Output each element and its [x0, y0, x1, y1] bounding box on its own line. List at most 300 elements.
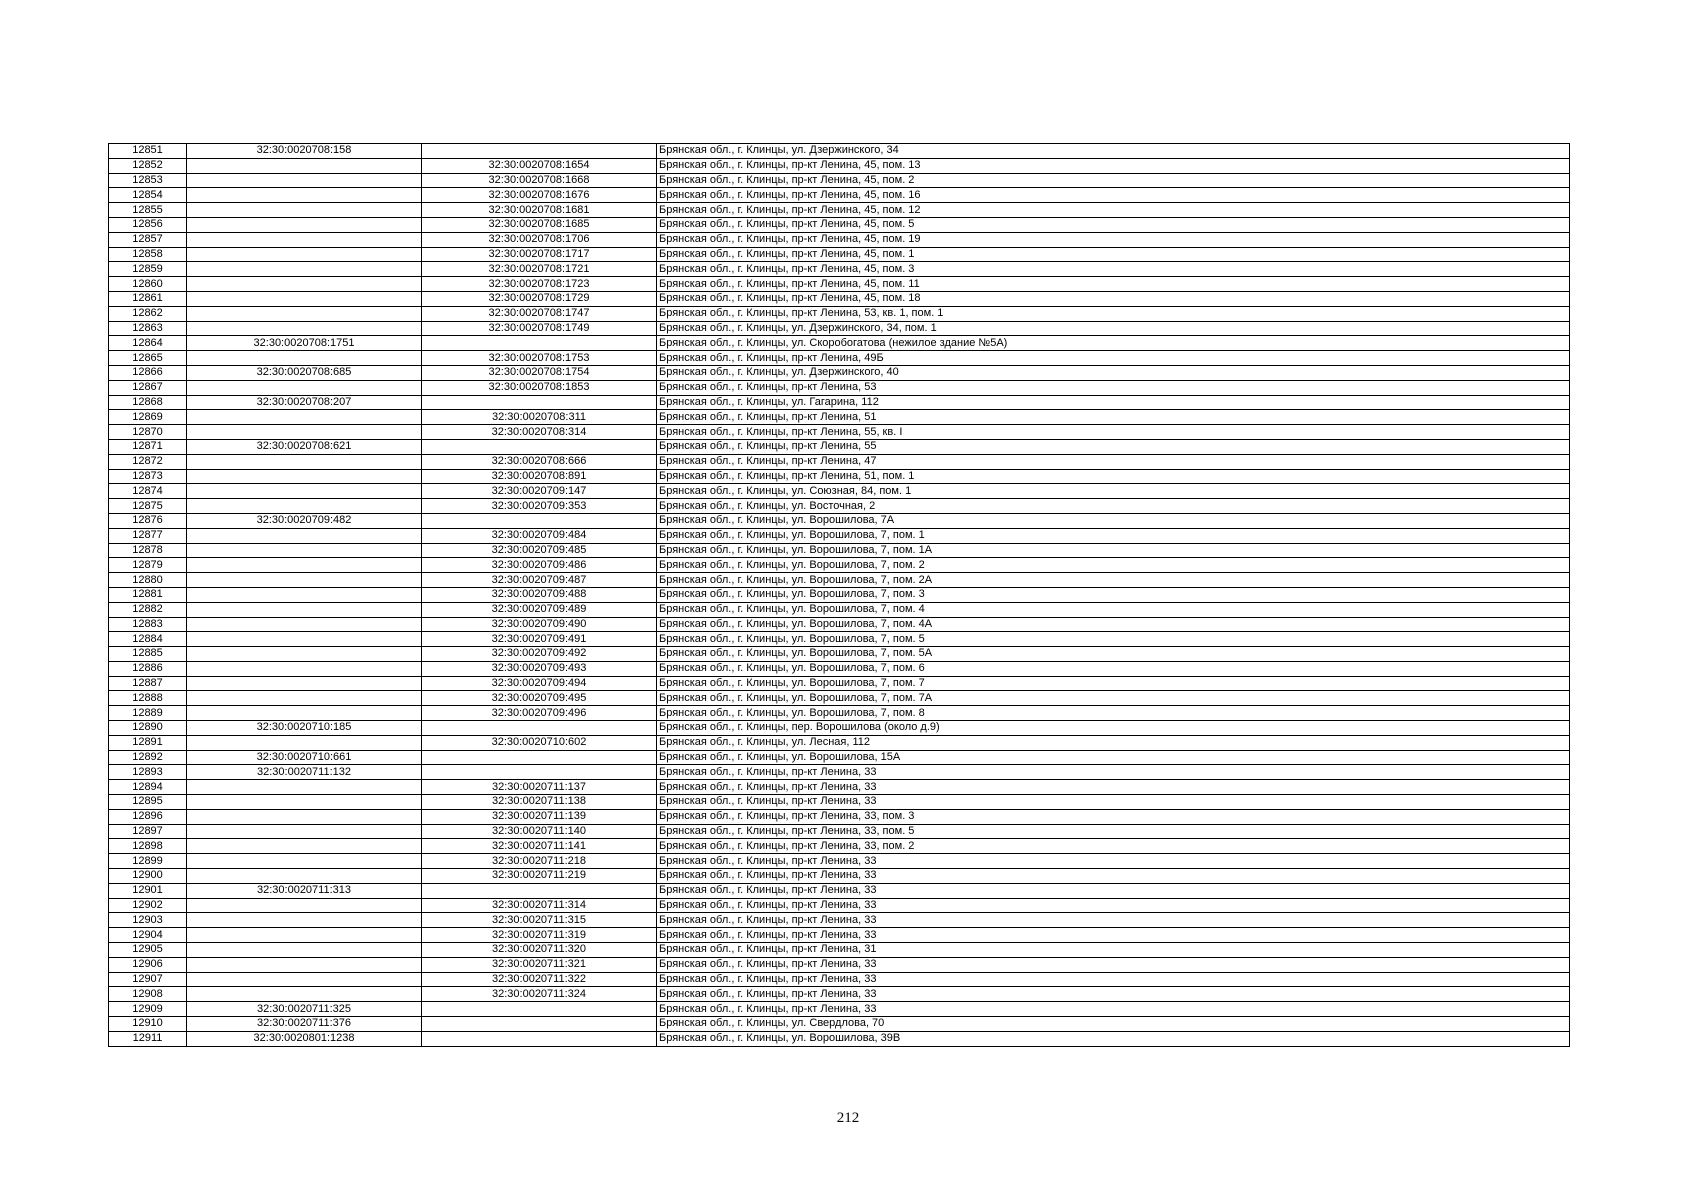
- table-row: [109, 336, 1570, 351]
- land-cadastral-number-cell: [187, 484, 422, 499]
- row-number-cell: 12885: [109, 647, 187, 662]
- table-row: [109, 928, 1570, 943]
- land-cadastral-number-cell: [187, 647, 422, 662]
- building-cadastral-number-cell: 32:30:0020708:666: [422, 454, 657, 469]
- land-cadastral-number-cell: [187, 602, 422, 617]
- land-cadastral-number-cell: [187, 203, 422, 218]
- page-number: 212: [836, 1110, 860, 1126]
- address-cell: Брянская обл., г. Клинцы, пр-кт Ленина, 33: [657, 854, 1570, 869]
- table-row: [109, 454, 1570, 469]
- building-cadastral-number-cell: 32:30:0020711:218: [422, 854, 657, 869]
- land-cadastral-number-cell: [187, 454, 422, 469]
- row-number-cell: 12897: [109, 824, 187, 839]
- row-number-cell: 12902: [109, 898, 187, 913]
- building-cadastral-number-cell: 32:30:0020711:322: [422, 972, 657, 987]
- row-number-cell: 12876: [109, 513, 187, 528]
- address-cell: Брянская обл., г. Клинцы, пр-кт Ленина, 53, кв. 1, пом. 1: [657, 306, 1570, 321]
- table-row: [109, 365, 1570, 380]
- row-number-cell: 12904: [109, 928, 187, 943]
- address-cell: Брянская обл., г. Клинцы, пр-кт Ленина, 45, пом. 13: [657, 158, 1570, 173]
- land-cadastral-number-cell: [187, 469, 422, 484]
- address-cell: Брянская обл., г. Клинцы, ул. Союзная, 84, пом. 1: [657, 484, 1570, 499]
- row-number-cell: 12869: [109, 410, 187, 425]
- address-cell: Брянская обл., г. Клинцы, ул. Гагарина, 112: [657, 395, 1570, 410]
- address-cell: Брянская обл., г. Клинцы, пр-кт Ленина, 33: [657, 795, 1570, 810]
- land-cadastral-number-cell: [187, 291, 422, 306]
- table-row: [109, 513, 1570, 528]
- row-number-cell: 12877: [109, 528, 187, 543]
- row-number-cell: 12888: [109, 691, 187, 706]
- building-cadastral-number-cell: 32:30:0020711:321: [422, 957, 657, 972]
- table-row: [109, 706, 1570, 721]
- address-cell: Брянская обл., г. Клинцы, пр-кт Ленина, 33: [657, 869, 1570, 884]
- land-cadastral-number-cell: [187, 943, 422, 958]
- table-row: [109, 839, 1570, 854]
- address-cell: Брянская обл., г. Клинцы, ул. Лесная, 112: [657, 735, 1570, 750]
- row-number-cell: 12871: [109, 439, 187, 454]
- land-cadastral-number-cell: [187, 632, 422, 647]
- table-row: [109, 869, 1570, 884]
- building-cadastral-number-cell: [422, 721, 657, 736]
- address-cell: Брянская обл., г. Клинцы, пр-кт Ленина, 33: [657, 1002, 1570, 1017]
- table-row: [109, 203, 1570, 218]
- address-cell: Брянская обл., г. Клинцы, ул. Ворошилова, 7, пом. 7: [657, 676, 1570, 691]
- land-cadastral-number-cell: [187, 573, 422, 588]
- table-row: [109, 217, 1570, 232]
- row-number-cell: 12894: [109, 780, 187, 795]
- building-cadastral-number-cell: [422, 144, 657, 159]
- land-cadastral-number-cell: [187, 735, 422, 750]
- building-cadastral-number-cell: 32:30:0020711:137: [422, 780, 657, 795]
- registry-table-body: [109, 144, 1570, 1047]
- land-cadastral-number-cell: [187, 898, 422, 913]
- building-cadastral-number-cell: 32:30:0020709:494: [422, 676, 657, 691]
- address-cell: Брянская обл., г. Клинцы, ул. Ворошилова, 7, пом. 7А: [657, 691, 1570, 706]
- land-cadastral-number-cell: [187, 928, 422, 943]
- address-cell: Брянская обл., г. Клинцы, ул. Ворошилова, 7, пом. 3: [657, 587, 1570, 602]
- address-cell: Брянская обл., г. Клинцы, пр-кт Ленина, 51, пом. 1: [657, 469, 1570, 484]
- table-row: [109, 188, 1570, 203]
- table-row: [109, 144, 1570, 159]
- land-cadastral-number-cell: [187, 217, 422, 232]
- building-cadastral-number-cell: 32:30:0020711:141: [422, 839, 657, 854]
- table-row: [109, 277, 1570, 292]
- building-cadastral-number-cell: 32:30:0020711:324: [422, 987, 657, 1002]
- table-row: [109, 780, 1570, 795]
- table-row: [109, 824, 1570, 839]
- table-row: [109, 262, 1570, 277]
- row-number-cell: 12886: [109, 661, 187, 676]
- row-number-cell: 12909: [109, 1002, 187, 1017]
- row-number-cell: 12895: [109, 795, 187, 810]
- row-number-cell: 12870: [109, 425, 187, 440]
- building-cadastral-number-cell: 32:30:0020708:1753: [422, 351, 657, 366]
- building-cadastral-number-cell: 32:30:0020708:1685: [422, 217, 657, 232]
- row-number-cell: 12867: [109, 380, 187, 395]
- building-cadastral-number-cell: 32:30:0020708:314: [422, 425, 657, 440]
- land-cadastral-number-cell: 32:30:0020711:376: [187, 1017, 422, 1032]
- row-number-cell: 12891: [109, 735, 187, 750]
- address-cell: Брянская обл., г. Клинцы, ул. Ворошилова, 7, пом. 5А: [657, 647, 1570, 662]
- land-cadastral-number-cell: [187, 661, 422, 676]
- building-cadastral-number-cell: [422, 1017, 657, 1032]
- row-number-cell: 12864: [109, 336, 187, 351]
- row-number-cell: 12875: [109, 499, 187, 514]
- table-row: [109, 247, 1570, 262]
- table-row: [109, 1017, 1570, 1032]
- address-cell: Брянская обл., г. Клинцы, ул. Ворошилова, 7А: [657, 513, 1570, 528]
- building-cadastral-number-cell: 32:30:0020708:1654: [422, 158, 657, 173]
- row-number-cell: 12878: [109, 543, 187, 558]
- address-cell: Брянская обл., г. Клинцы, ул. Скоробогатова (нежилое здание №5А): [657, 336, 1570, 351]
- address-cell: Брянская обл., г. Клинцы, ул. Ворошилова, 39В: [657, 1031, 1570, 1046]
- row-number-cell: 12883: [109, 617, 187, 632]
- table-row: [109, 676, 1570, 691]
- building-cadastral-number-cell: 32:30:0020708:1668: [422, 173, 657, 188]
- building-cadastral-number-cell: 32:30:0020711:314: [422, 898, 657, 913]
- land-cadastral-number-cell: 32:30:0020711:325: [187, 1002, 422, 1017]
- table-row: [109, 558, 1570, 573]
- row-number-cell: 12907: [109, 972, 187, 987]
- building-cadastral-number-cell: 32:30:0020709:485: [422, 543, 657, 558]
- land-cadastral-number-cell: [187, 691, 422, 706]
- table-row: [109, 306, 1570, 321]
- table-row: [109, 291, 1570, 306]
- table-row: [109, 735, 1570, 750]
- land-cadastral-number-cell: 32:30:0020710:185: [187, 721, 422, 736]
- table-row: [109, 528, 1570, 543]
- table-row: [109, 410, 1570, 425]
- building-cadastral-number-cell: 32:30:0020709:147: [422, 484, 657, 499]
- land-cadastral-number-cell: [187, 913, 422, 928]
- row-number-cell: 12899: [109, 854, 187, 869]
- row-number-cell: 12906: [109, 957, 187, 972]
- row-number-cell: 12862: [109, 306, 187, 321]
- row-number-cell: 12866: [109, 365, 187, 380]
- row-number-cell: 12890: [109, 721, 187, 736]
- row-number-cell: 12858: [109, 247, 187, 262]
- building-cadastral-number-cell: [422, 1031, 657, 1046]
- table-row: [109, 1031, 1570, 1046]
- building-cadastral-number-cell: 32:30:0020708:1729: [422, 291, 657, 306]
- building-cadastral-number-cell: 32:30:0020711:139: [422, 809, 657, 824]
- land-cadastral-number-cell: [187, 809, 422, 824]
- address-cell: Брянская обл., г. Клинцы, пр-кт Ленина, 45, пом. 19: [657, 232, 1570, 247]
- row-number-cell: 12887: [109, 676, 187, 691]
- building-cadastral-number-cell: [422, 439, 657, 454]
- land-cadastral-number-cell: [187, 158, 422, 173]
- row-number-cell: 12854: [109, 188, 187, 203]
- table-row: [109, 351, 1570, 366]
- building-cadastral-number-cell: [422, 513, 657, 528]
- building-cadastral-number-cell: [422, 395, 657, 410]
- table-row: [109, 750, 1570, 765]
- address-cell: Брянская обл., г. Клинцы, пр-кт Ленина, 45, пом. 2: [657, 173, 1570, 188]
- table-row: [109, 795, 1570, 810]
- table-row: [109, 943, 1570, 958]
- building-cadastral-number-cell: 32:30:0020711:320: [422, 943, 657, 958]
- building-cadastral-number-cell: 32:30:0020709:486: [422, 558, 657, 573]
- land-cadastral-number-cell: 32:30:0020711:132: [187, 765, 422, 780]
- row-number-cell: 12872: [109, 454, 187, 469]
- address-cell: Брянская обл., г. Клинцы, ул. Ворошилова, 7, пом. 2: [657, 558, 1570, 573]
- land-cadastral-number-cell: [187, 676, 422, 691]
- address-cell: Брянская обл., г. Клинцы, пр-кт Ленина, 33, пом. 5: [657, 824, 1570, 839]
- land-cadastral-number-cell: [187, 499, 422, 514]
- land-cadastral-number-cell: 32:30:0020710:661: [187, 750, 422, 765]
- land-cadastral-number-cell: [187, 617, 422, 632]
- row-number-cell: 12857: [109, 232, 187, 247]
- row-number-cell: 12880: [109, 573, 187, 588]
- land-cadastral-number-cell: 32:30:0020801:1238: [187, 1031, 422, 1046]
- row-number-cell: 12892: [109, 750, 187, 765]
- land-cadastral-number-cell: 32:30:0020708:1751: [187, 336, 422, 351]
- table-row: [109, 484, 1570, 499]
- address-cell: Брянская обл., г. Клинцы, пр-кт Ленина, 33: [657, 928, 1570, 943]
- land-cadastral-number-cell: [187, 543, 422, 558]
- address-cell: Брянская обл., г. Клинцы, ул. Дзержинского, 40: [657, 365, 1570, 380]
- table-row: [109, 499, 1570, 514]
- row-number-cell: 12856: [109, 217, 187, 232]
- address-cell: Брянская обл., г. Клинцы, ул. Ворошилова, 7, пом. 6: [657, 661, 1570, 676]
- table-row: [109, 721, 1570, 736]
- land-cadastral-number-cell: [187, 780, 422, 795]
- row-number-cell: 12900: [109, 869, 187, 884]
- table-row: [109, 395, 1570, 410]
- building-cadastral-number-cell: 32:30:0020709:495: [422, 691, 657, 706]
- row-number-cell: 12868: [109, 395, 187, 410]
- land-cadastral-number-cell: [187, 232, 422, 247]
- land-cadastral-number-cell: 32:30:0020708:207: [187, 395, 422, 410]
- address-cell: Брянская обл., г. Клинцы, пр-кт Ленина, 49Б: [657, 351, 1570, 366]
- land-cadastral-number-cell: [187, 188, 422, 203]
- land-cadastral-number-cell: [187, 839, 422, 854]
- table-row: [109, 957, 1570, 972]
- table-row: [109, 232, 1570, 247]
- address-cell: Брянская обл., г. Клинцы, пр-кт Ленина, 53: [657, 380, 1570, 395]
- building-cadastral-number-cell: 32:30:0020709:496: [422, 706, 657, 721]
- land-cadastral-number-cell: [187, 795, 422, 810]
- building-cadastral-number-cell: 32:30:0020708:1749: [422, 321, 657, 336]
- building-cadastral-number-cell: [422, 1002, 657, 1017]
- row-number-cell: 12881: [109, 587, 187, 602]
- table-row: [109, 1002, 1570, 1017]
- address-cell: Брянская обл., г. Клинцы, ул. Ворошилова, 7, пом. 1: [657, 528, 1570, 543]
- table-row: [109, 573, 1570, 588]
- table-row: [109, 987, 1570, 1002]
- address-cell: Брянская обл., г. Клинцы, ул. Ворошилова, 7, пом. 4: [657, 602, 1570, 617]
- land-cadastral-number-cell: 32:30:0020711:313: [187, 883, 422, 898]
- building-cadastral-number-cell: 32:30:0020708:1721: [422, 262, 657, 277]
- land-cadastral-number-cell: [187, 957, 422, 972]
- table-row: [109, 158, 1570, 173]
- land-cadastral-number-cell: [187, 321, 422, 336]
- row-number-cell: 12851: [109, 144, 187, 159]
- row-number-cell: 12874: [109, 484, 187, 499]
- address-cell: Брянская обл., г. Клинцы, пр-кт Ленина, 33: [657, 898, 1570, 913]
- table-row: [109, 647, 1570, 662]
- row-number-cell: 12859: [109, 262, 187, 277]
- building-cadastral-number-cell: 32:30:0020709:487: [422, 573, 657, 588]
- land-cadastral-number-cell: [187, 306, 422, 321]
- land-cadastral-number-cell: 32:30:0020708:621: [187, 439, 422, 454]
- address-cell: Брянская обл., г. Клинцы, пр-кт Ленина, 51: [657, 410, 1570, 425]
- row-number-cell: 12860: [109, 277, 187, 292]
- address-cell: Брянская обл., г. Клинцы, пр-кт Ленина, 33: [657, 987, 1570, 1002]
- address-cell: Брянская обл., г. Клинцы, пр-кт Ленина, 45, пом. 3: [657, 262, 1570, 277]
- address-cell: Брянская обл., г. Клинцы, пр-кт Ленина, 45, пом. 1: [657, 247, 1570, 262]
- building-cadastral-number-cell: 32:30:0020709:488: [422, 587, 657, 602]
- address-cell: Брянская обл., г. Клинцы, пр-кт Ленина, 33: [657, 883, 1570, 898]
- table-row: [109, 661, 1570, 676]
- address-cell: Брянская обл., г. Клинцы, ул. Ворошилова, 7, пом. 1А: [657, 543, 1570, 558]
- building-cadastral-number-cell: 32:30:0020711:319: [422, 928, 657, 943]
- building-cadastral-number-cell: 32:30:0020709:490: [422, 617, 657, 632]
- row-number-cell: 12852: [109, 158, 187, 173]
- building-cadastral-number-cell: 32:30:0020708:1853: [422, 380, 657, 395]
- table-row: [109, 883, 1570, 898]
- address-cell: Брянская обл., г. Клинцы, пр-кт Ленина, 31: [657, 943, 1570, 958]
- building-cadastral-number-cell: 32:30:0020708:1706: [422, 232, 657, 247]
- building-cadastral-number-cell: [422, 883, 657, 898]
- address-cell: Брянская обл., г. Клинцы, ул. Ворошилова, 7, пом. 5: [657, 632, 1570, 647]
- table-row: [109, 765, 1570, 780]
- address-cell: Брянская обл., г. Клинцы, пр-кт Ленина, 45, пом. 18: [657, 291, 1570, 306]
- row-number-cell: 12911: [109, 1031, 187, 1046]
- address-cell: Брянская обл., г. Клинцы, пр-кт Ленина, 33: [657, 913, 1570, 928]
- building-cadastral-number-cell: [422, 750, 657, 765]
- table-row: [109, 898, 1570, 913]
- land-cadastral-number-cell: [187, 247, 422, 262]
- table-row: [109, 587, 1570, 602]
- building-cadastral-number-cell: 32:30:0020709:491: [422, 632, 657, 647]
- building-cadastral-number-cell: [422, 765, 657, 780]
- land-cadastral-number-cell: [187, 869, 422, 884]
- building-cadastral-number-cell: 32:30:0020711:138: [422, 795, 657, 810]
- address-cell: Брянская обл., г. Клинцы, пр-кт Ленина, 55, кв. I: [657, 425, 1570, 440]
- address-cell: Брянская обл., г. Клинцы, пр-кт Ленина, 45, пом. 11: [657, 277, 1570, 292]
- building-cadastral-number-cell: 32:30:0020710:602: [422, 735, 657, 750]
- building-cadastral-number-cell: 32:30:0020708:1681: [422, 203, 657, 218]
- table-row: [109, 173, 1570, 188]
- address-cell: Брянская обл., г. Клинцы, пр-кт Ленина, 45, пом. 16: [657, 188, 1570, 203]
- land-cadastral-number-cell: [187, 587, 422, 602]
- land-cadastral-number-cell: [187, 528, 422, 543]
- land-cadastral-number-cell: [187, 351, 422, 366]
- row-number-cell: 12901: [109, 883, 187, 898]
- row-number-cell: 12882: [109, 602, 187, 617]
- address-cell: Брянская обл., г. Клинцы, ул. Свердлова, 70: [657, 1017, 1570, 1032]
- building-cadastral-number-cell: 32:30:0020708:1754: [422, 365, 657, 380]
- address-cell: Брянская обл., г. Клинцы, пр-кт Ленина, 45, пом. 12: [657, 203, 1570, 218]
- table-row: [109, 913, 1570, 928]
- row-number-cell: 12855: [109, 203, 187, 218]
- registry-table: [108, 143, 1570, 1047]
- row-number-cell: 12903: [109, 913, 187, 928]
- address-cell: Брянская обл., г. Клинцы, пр-кт Ленина, 45, пом. 5: [657, 217, 1570, 232]
- row-number-cell: 12893: [109, 765, 187, 780]
- address-cell: Брянская обл., г. Клинцы, пр-кт Ленина, 33: [657, 780, 1570, 795]
- land-cadastral-number-cell: [187, 277, 422, 292]
- address-cell: Брянская обл., г. Клинцы, ул. Ворошилова, 7, пом. 4А: [657, 617, 1570, 632]
- table-row: [109, 632, 1570, 647]
- table-row: [109, 809, 1570, 824]
- table-row: [109, 854, 1570, 869]
- address-cell: Брянская обл., г. Клинцы, пр-кт Ленина, 47: [657, 454, 1570, 469]
- row-number-cell: 12879: [109, 558, 187, 573]
- address-cell: Брянская обл., г. Клинцы, ул. Восточная, 2: [657, 499, 1570, 514]
- land-cadastral-number-cell: [187, 425, 422, 440]
- land-cadastral-number-cell: [187, 972, 422, 987]
- address-cell: Брянская обл., г. Клинцы, пр-кт Ленина, 33, пом. 2: [657, 839, 1570, 854]
- land-cadastral-number-cell: [187, 824, 422, 839]
- table-row: [109, 602, 1570, 617]
- building-cadastral-number-cell: 32:30:0020708:1723: [422, 277, 657, 292]
- address-cell: Брянская обл., г. Клинцы, ул. Ворошилова, 7, пом. 2А: [657, 573, 1570, 588]
- building-cadastral-number-cell: 32:30:0020708:891: [422, 469, 657, 484]
- land-cadastral-number-cell: [187, 854, 422, 869]
- land-cadastral-number-cell: 32:30:0020708:158: [187, 144, 422, 159]
- building-cadastral-number-cell: 32:30:0020709:493: [422, 661, 657, 676]
- row-number-cell: 12873: [109, 469, 187, 484]
- table-row: [109, 425, 1570, 440]
- table-row: [109, 321, 1570, 336]
- row-number-cell: 12863: [109, 321, 187, 336]
- row-number-cell: 12865: [109, 351, 187, 366]
- table-row: [109, 691, 1570, 706]
- building-cadastral-number-cell: 32:30:0020708:311: [422, 410, 657, 425]
- building-cadastral-number-cell: [422, 336, 657, 351]
- table-row: [109, 543, 1570, 558]
- address-cell: Брянская обл., г. Клинцы, пр-кт Ленина, 33: [657, 972, 1570, 987]
- building-cadastral-number-cell: 32:30:0020708:1676: [422, 188, 657, 203]
- land-cadastral-number-cell: [187, 706, 422, 721]
- address-cell: Брянская обл., г. Клинцы, пер. Ворошилова (около д.9): [657, 721, 1570, 736]
- address-cell: Брянская обл., г. Клинцы, ул. Ворошилова, 7, пом. 8: [657, 706, 1570, 721]
- building-cadastral-number-cell: 32:30:0020709:484: [422, 528, 657, 543]
- land-cadastral-number-cell: [187, 558, 422, 573]
- land-cadastral-number-cell: [187, 410, 422, 425]
- building-cadastral-number-cell: 32:30:0020711:315: [422, 913, 657, 928]
- table-row: [109, 380, 1570, 395]
- address-cell: Брянская обл., г. Клинцы, пр-кт Ленина, 33: [657, 957, 1570, 972]
- land-cadastral-number-cell: 32:30:0020709:482: [187, 513, 422, 528]
- row-number-cell: 12905: [109, 943, 187, 958]
- building-cadastral-number-cell: 32:30:0020708:1717: [422, 247, 657, 262]
- table-row: [109, 617, 1570, 632]
- table-row: [109, 469, 1570, 484]
- address-cell: Брянская обл., г. Клинцы, пр-кт Ленина, 55: [657, 439, 1570, 454]
- building-cadastral-number-cell: 32:30:0020708:1747: [422, 306, 657, 321]
- address-cell: Брянская обл., г. Клинцы, ул. Ворошилова, 15А: [657, 750, 1570, 765]
- row-number-cell: 12853: [109, 173, 187, 188]
- row-number-cell: 12908: [109, 987, 187, 1002]
- row-number-cell: 12896: [109, 809, 187, 824]
- row-number-cell: 12861: [109, 291, 187, 306]
- land-cadastral-number-cell: [187, 987, 422, 1002]
- row-number-cell: 12889: [109, 706, 187, 721]
- row-number-cell: 12910: [109, 1017, 187, 1032]
- land-cadastral-number-cell: [187, 262, 422, 277]
- table-row: [109, 972, 1570, 987]
- building-cadastral-number-cell: 32:30:0020709:489: [422, 602, 657, 617]
- address-cell: Брянская обл., г. Клинцы, ул. Дзержинского, 34, пом. 1: [657, 321, 1570, 336]
- address-cell: Брянская обл., г. Клинцы, пр-кт Ленина, 33: [657, 765, 1570, 780]
- building-cadastral-number-cell: 32:30:0020709:353: [422, 499, 657, 514]
- land-cadastral-number-cell: 32:30:0020708:685: [187, 365, 422, 380]
- building-cadastral-number-cell: 32:30:0020711:219: [422, 869, 657, 884]
- row-number-cell: 12884: [109, 632, 187, 647]
